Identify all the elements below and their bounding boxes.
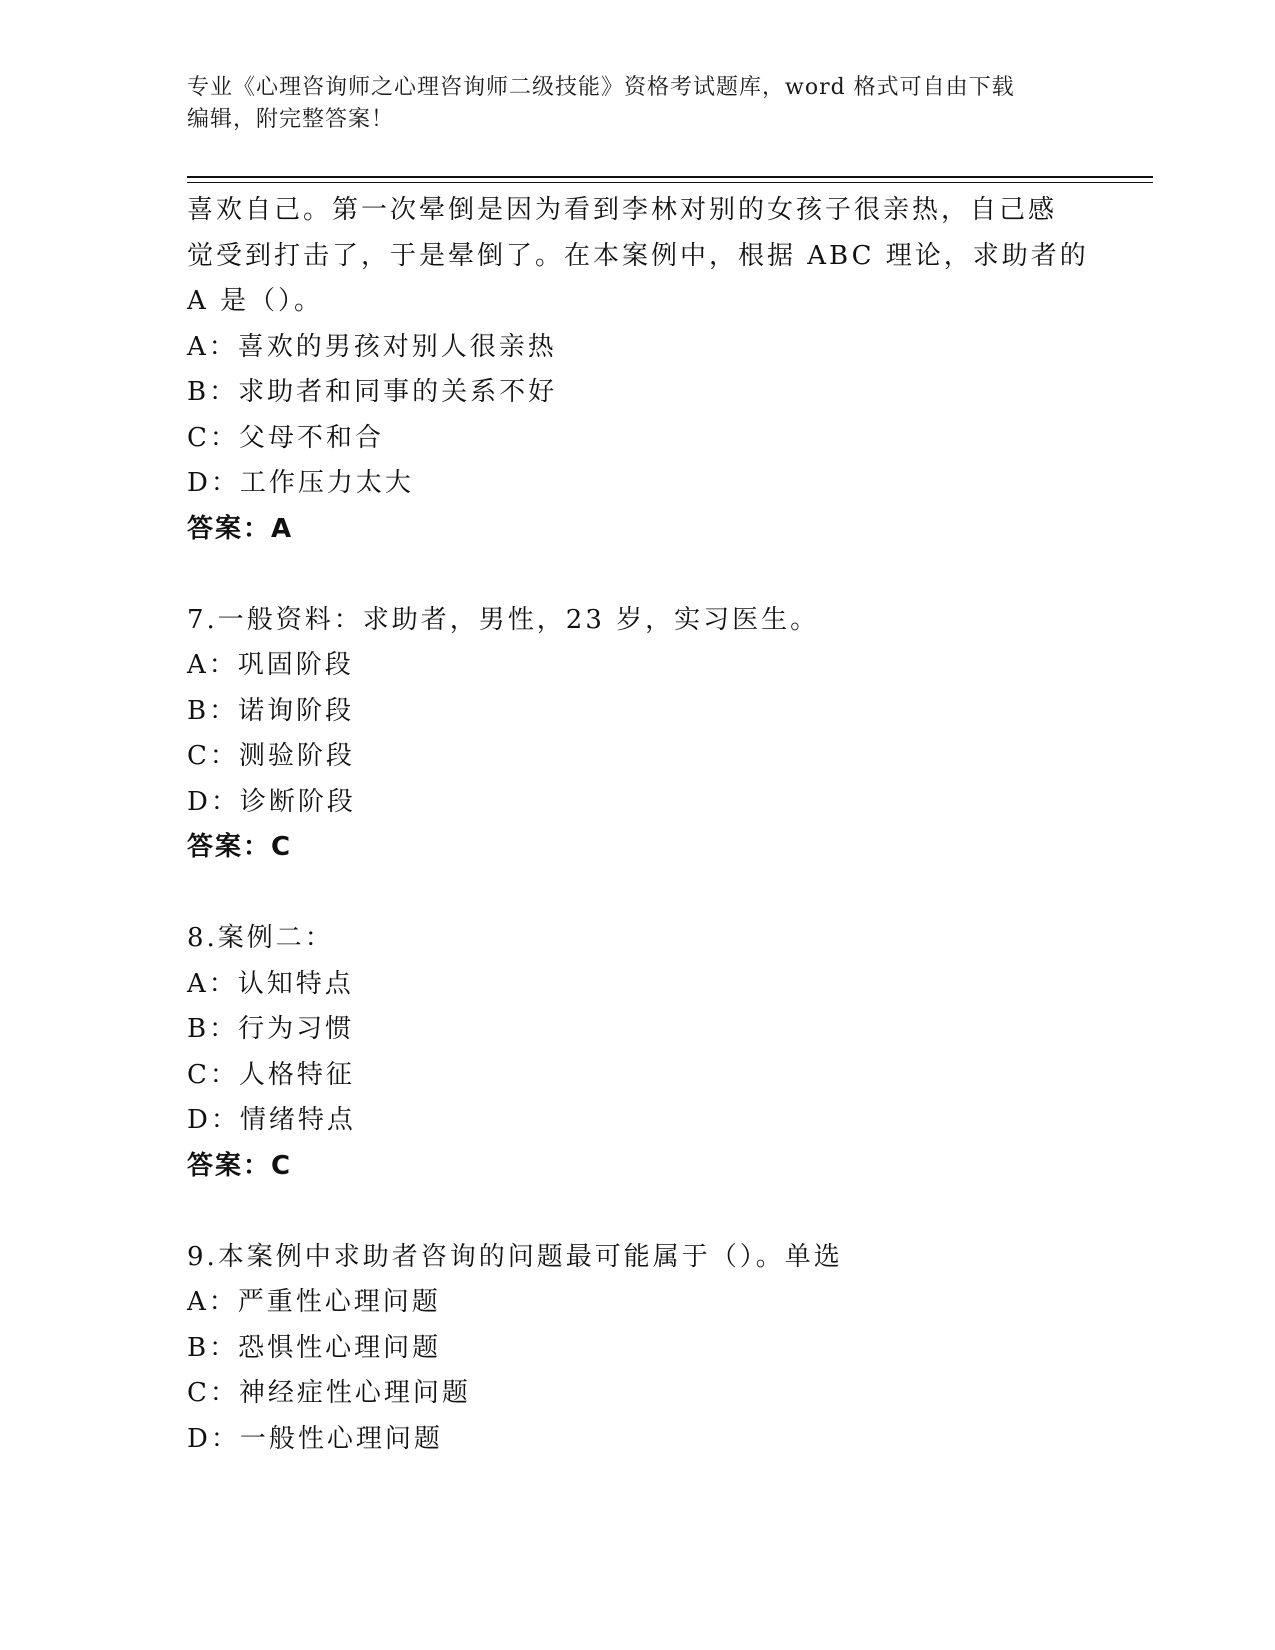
option-c: C：人格特征 <box>187 1059 355 1090</box>
answer-label: 答案：A <box>187 513 294 544</box>
option-d: D：一般性心理问题 <box>187 1423 443 1454</box>
question-stem-line: A 是（）。 <box>187 286 324 316</box>
option-a: A：巩固阶段 <box>187 650 354 680</box>
option-a: A：严重性心理问题 <box>187 1287 441 1317</box>
question-8 <box>187 916 1087 1189</box>
answer-label: 答案：C <box>187 832 293 862</box>
question-list <box>187 188 1087 1462</box>
option-b: B：恐惧性心理问题 <box>187 1332 442 1363</box>
option-d: D：情绪特点 <box>187 1105 356 1135</box>
question-stem-line: 喜欢自己。第一次晕倒是因为看到李林对别的女孩子很亲热，自己感 <box>187 195 1058 225</box>
question-stem: 9.本案例中求助者咨询的问题最可能属于（）。单选 <box>187 1241 843 1272</box>
header-divider-thick <box>187 176 1153 178</box>
option-b: B：行为习惯 <box>187 1014 355 1044</box>
question-7 <box>187 598 1087 871</box>
option-b: B：求助者和同事的关系不好 <box>187 377 558 407</box>
option-a: A：喜欢的男孩对别人很亲热 <box>187 331 557 362</box>
option-c: C：父母不和合 <box>187 422 384 453</box>
document-header <box>187 72 1067 136</box>
header-divider-thin <box>187 182 1153 183</box>
header-line-1: 专业《心理咨询师之心理咨询师二级技能》资格考试题库，word 格式可自由下载 <box>187 75 1015 100</box>
question-6 <box>187 188 1087 552</box>
question-spacer <box>187 1189 1087 1235</box>
question-spacer <box>187 552 1087 598</box>
question-spacer <box>187 871 1087 917</box>
option-c: C：测验阶段 <box>187 741 355 771</box>
option-a: A：认知特点 <box>187 968 354 999</box>
question-9 <box>187 1235 1087 1463</box>
option-c: C：神经症性心理问题 <box>187 1378 471 1408</box>
option-d: D：诊断阶段 <box>187 786 356 817</box>
option-d: D：工作压力太大 <box>187 468 414 498</box>
question-stem: 8.案例二： <box>187 923 334 953</box>
question-stem: 7.一般资料：求助者，男性，23 岁，实习医生。 <box>187 604 820 635</box>
header-line-2: 编辑，附完整答案！ <box>187 107 395 132</box>
question-stem-line: 觉受到打击了，于是晕倒了。在本案例中，根据 ABC 理论，求助者的 <box>187 240 1089 271</box>
option-b: B：诺询阶段 <box>187 695 355 726</box>
answer-label: 答案：C <box>187 1150 293 1181</box>
